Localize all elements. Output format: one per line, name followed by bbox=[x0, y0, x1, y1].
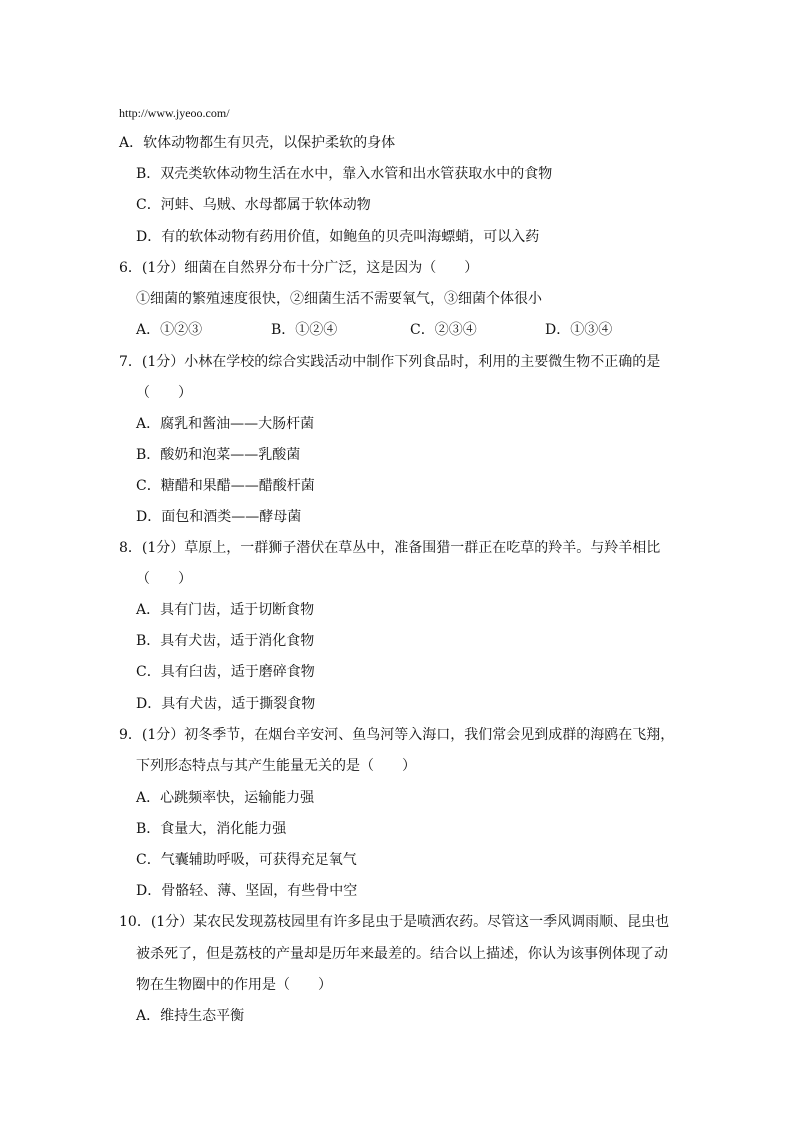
q7-option-a: A．腐乳和酱油——大肠杆菌 bbox=[136, 416, 315, 432]
q5-option-a: A．软体动物都生有贝壳，以保护柔软的身体 bbox=[119, 135, 396, 151]
q5-option-b: B．双壳类软体动物生活在水中，靠入水管和出水管获取水中的食物 bbox=[136, 166, 553, 182]
q7-option-c: C．糖醋和果醋——醋酸杆菌 bbox=[136, 478, 315, 494]
q8-option-c: C．具有臼齿，适于磨碎食物 bbox=[136, 664, 315, 680]
q8-stem-continued: （ ） bbox=[136, 571, 192, 587]
q8-option-a: A．具有门齿，适于切断食物 bbox=[136, 602, 315, 618]
q7-option-b: B．酸奶和泡菜——乳酸菌 bbox=[136, 447, 301, 463]
q10-stem-continued-2: 物在生物圈中的作用是（ ） bbox=[136, 977, 332, 993]
q9-stem: 9．(1分）初冬季节，在烟台辛安河、鱼鸟河等入海口，我们常会见到成群的海鸥在飞翔， bbox=[119, 727, 675, 743]
q10-stem-continued-1: 被杀死了，但是荔枝的产量却是历年来最差的。结合以上描述，你认为该事例体现了动 bbox=[136, 946, 668, 962]
q7-stem-continued: （ ） bbox=[136, 385, 192, 401]
q9-option-c: C．气囊辅助呼吸，可获得充足氧气 bbox=[136, 852, 357, 868]
q7-option-d: D．面包和酒类——酵母菌 bbox=[136, 509, 302, 525]
q8-option-d: D．具有犬齿，适于撕裂食物 bbox=[136, 696, 316, 712]
q5-option-c: C．河蚌、乌贼、水母都属于软体动物 bbox=[136, 197, 371, 213]
q7-stem: 7．(1分）小林在学校的综合实践活动中制作下列食品时，利用的主要微生物不正确的是 bbox=[119, 354, 661, 370]
source-url[interactable]: http://www.jyeoo.com/ bbox=[119, 106, 230, 120]
q6-option-a: A．①②③ bbox=[136, 322, 203, 338]
q6-stem: 6．(1分）细菌在自然界分布十分广泛，这是因为（ ） bbox=[119, 260, 479, 276]
q9-option-d: D．骨骼轻、薄、坚固，有些骨中空 bbox=[136, 883, 358, 899]
q9-stem-continued: 下列形态特点与其产生能量无关的是（ ） bbox=[136, 758, 416, 774]
q6-statement: ①细菌的繁殖速度很快，②细菌生活不需要氧气，③细菌个体很小 bbox=[136, 291, 542, 307]
q9-option-a: A．心跳频率快，运输能力强 bbox=[136, 790, 315, 806]
q6-option-c: C．②③④ bbox=[410, 322, 477, 338]
q5-option-d: D．有的软体动物有药用价值，如鲍鱼的贝壳叫海螵蛸，可以入药 bbox=[136, 229, 540, 245]
q10-option-a: A．维持生态平衡 bbox=[136, 1008, 245, 1024]
q8-option-b: B．具有犬齿，适于消化食物 bbox=[136, 633, 315, 649]
q9-option-b: B．食量大，消化能力强 bbox=[136, 821, 287, 837]
q6-option-b: B．①②④ bbox=[271, 322, 338, 338]
q8-stem: 8．(1分）草原上，一群狮子潜伏在草丛中，准备围猎一群正在吃草的羚羊。与羚羊相比 bbox=[119, 540, 661, 556]
q10-stem: 10．(1分）某农民发现荔枝园里有许多昆虫于是喷洒农药。尽管这一季风调雨顺、昆虫也 bbox=[119, 914, 670, 930]
q6-option-d: D．①③④ bbox=[545, 322, 613, 338]
